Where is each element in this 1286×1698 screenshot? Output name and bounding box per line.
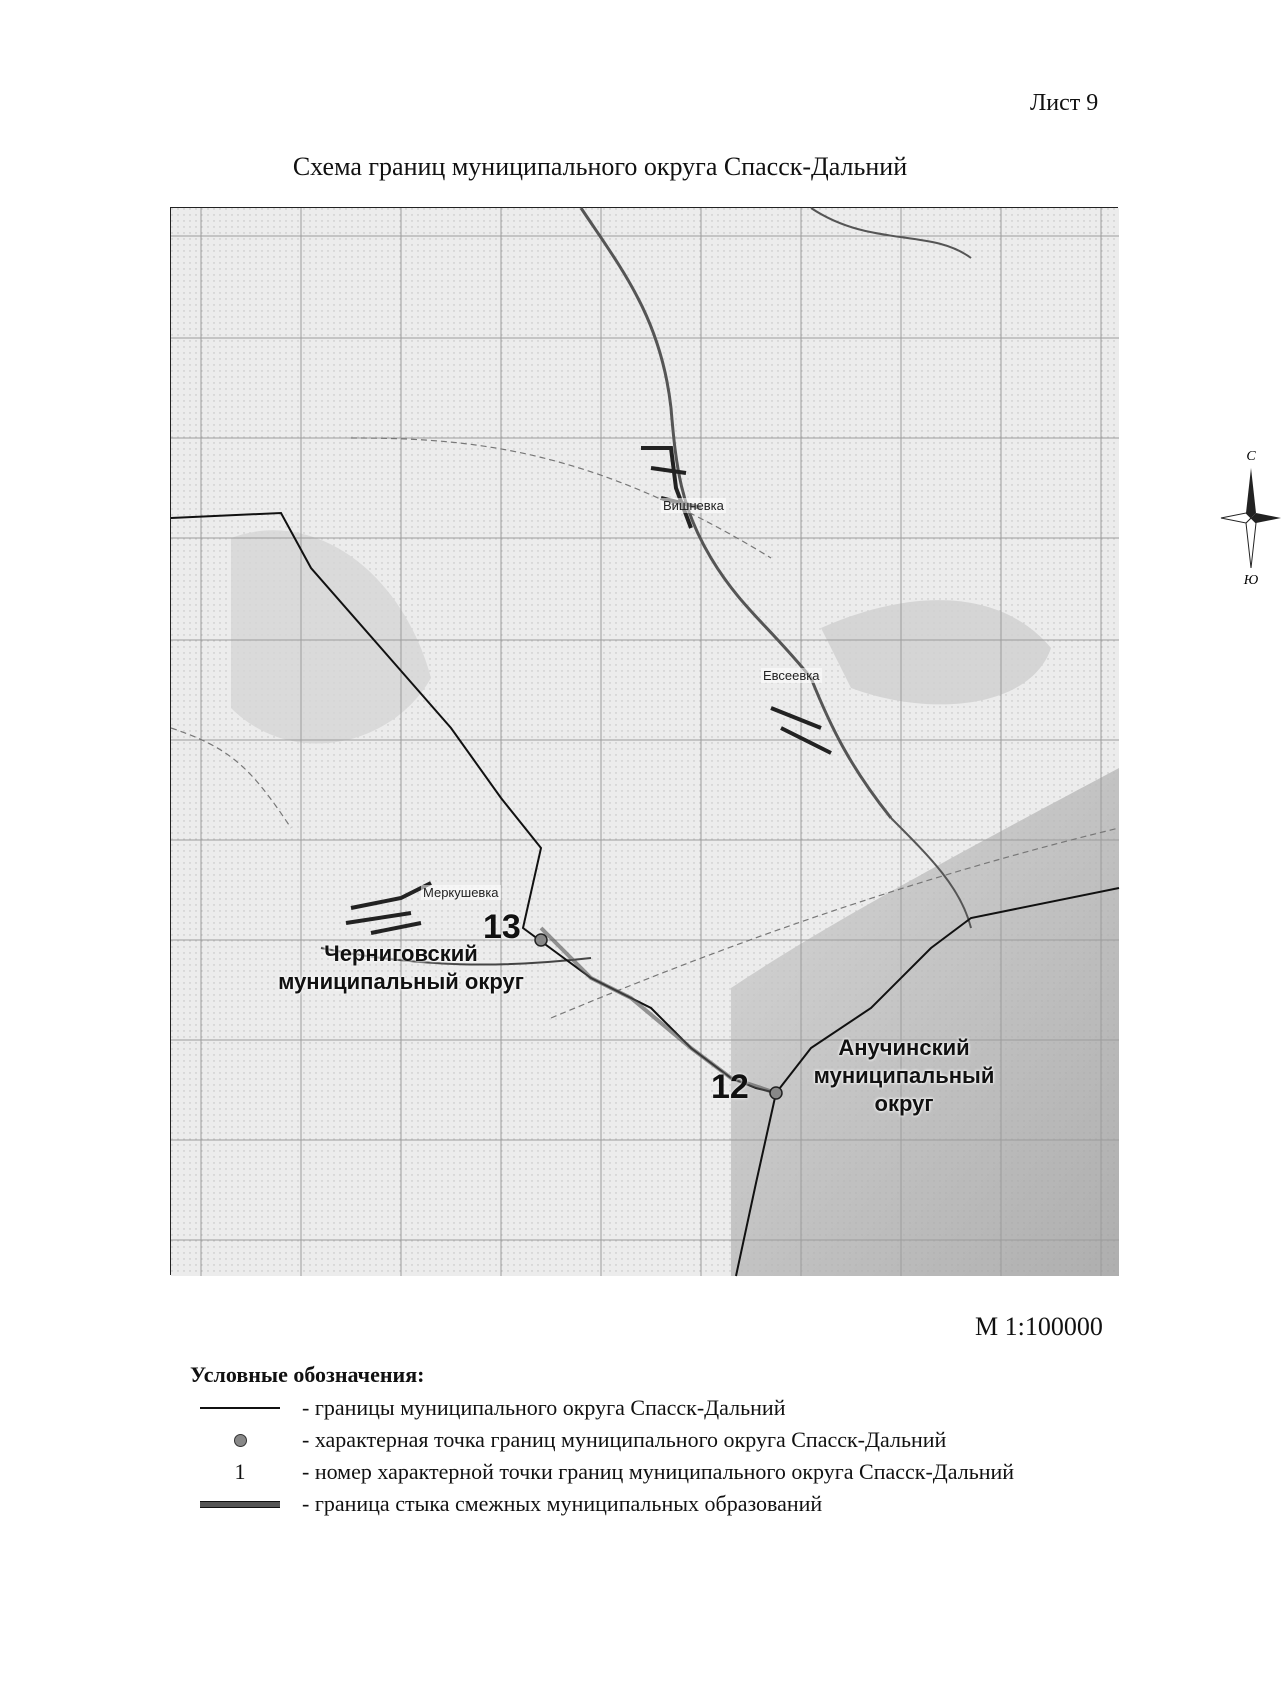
- legend-item-text: - границы муниципального округа Спасск-Дальний: [302, 1395, 786, 1420]
- point-label-13: 13: [483, 908, 521, 946]
- compass-south: Ю: [1243, 573, 1259, 588]
- point-label-12: 12: [711, 1068, 749, 1106]
- legend-item-text: - граница стыка смежных муниципальных образований: [302, 1491, 823, 1516]
- legend-title: Условные обозначения:: [190, 1362, 425, 1387]
- place-label-evseevka: Евсеевка: [763, 668, 820, 683]
- compass-north: С: [1246, 449, 1256, 464]
- legend-item-text: - характерная точка границ муниципального округа Спасск-Дальний: [302, 1427, 947, 1452]
- map-scale: М 1:100000: [975, 1312, 1103, 1341]
- sheet-label: Лист 9: [1030, 90, 1099, 116]
- boundary-line-icon: [190, 1407, 290, 1409]
- boundary-point-13: [535, 934, 547, 946]
- region-label-anuchinsky: [799, 1034, 1009, 1118]
- region-name-line: Анучинский: [838, 1035, 970, 1060]
- legend-item: [190, 1456, 1014, 1488]
- point-number-icon: [190, 1459, 290, 1485]
- page-title: Схема границ муниципального округа Спасск-Дальний: [292, 152, 908, 181]
- legend: [190, 1362, 1014, 1520]
- place-label-merkushevka: Меркушевка: [423, 885, 499, 900]
- point-dot-icon: [190, 1434, 290, 1447]
- legend-item: [190, 1392, 1014, 1424]
- map-area[interactable]: [170, 207, 1259, 1275]
- region-name-line: округ: [874, 1091, 934, 1116]
- region-label-chernigovsky: [271, 940, 531, 996]
- legend-item: [190, 1488, 1014, 1520]
- legend-point-number: 1: [234, 1459, 246, 1484]
- place-label-vishnevka: Вишневка: [663, 498, 724, 513]
- boundary-point-12: [770, 1087, 782, 1099]
- compass-rose: [1216, 438, 1286, 588]
- legend-item-text: - номер характерной точки границ муниципального округа Спасск-Дальний: [302, 1459, 1015, 1484]
- legend-item: [190, 1424, 1014, 1456]
- adjacent-boundary-icon: [190, 1501, 290, 1508]
- region-name-line: муниципальный: [813, 1063, 995, 1088]
- region-name-line: муниципальный округ: [278, 969, 524, 994]
- compass-icon: [1216, 438, 1286, 588]
- region-name-line: Черниговский: [324, 941, 478, 966]
